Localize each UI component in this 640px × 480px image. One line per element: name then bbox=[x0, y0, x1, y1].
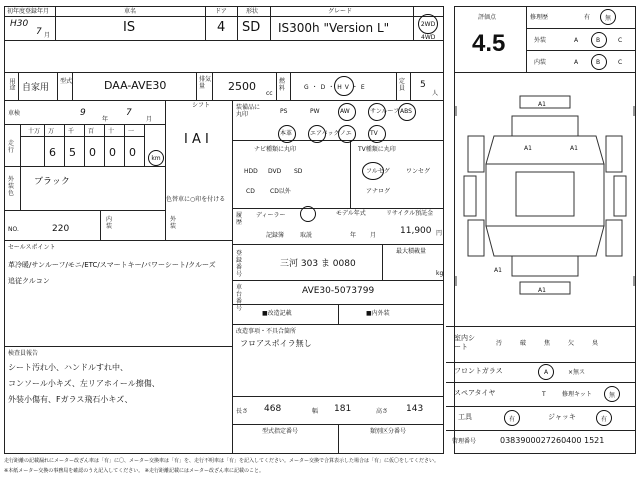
inspection-month: 7 bbox=[126, 108, 132, 118]
history-item-manual: 取説 bbox=[300, 232, 313, 239]
car-damage-diagram bbox=[454, 76, 636, 326]
footer-note-2: ※本紙メーター交換の事務局を確認のうえ記入してください。 ※走行距離記載にはメーター改ざん車に記載のこと。 bbox=[4, 468, 264, 474]
reg-year-label: 初年度登録年月 bbox=[7, 8, 50, 15]
navi-item: DVD bbox=[268, 168, 282, 175]
mod-notes-label: 改造事項・不具合箇所 bbox=[236, 328, 297, 335]
mileage-digit: 0 bbox=[109, 146, 116, 159]
grade-score-value: 4.5 bbox=[472, 30, 506, 57]
nox-value: 220 bbox=[52, 224, 70, 234]
jack-circle: 有 bbox=[596, 410, 612, 426]
interior-score-label: 内装 bbox=[534, 59, 547, 66]
fuel-options: G・D・HV・E bbox=[304, 84, 368, 91]
score-option: C bbox=[618, 37, 623, 44]
tv-item: ワンセグ bbox=[406, 168, 431, 175]
recycle-value: 11,900 bbox=[400, 226, 432, 236]
history-item-records: 記録簿 bbox=[266, 232, 285, 239]
equipment-item: サンルーフ bbox=[370, 108, 400, 115]
spare-circle: 無 bbox=[604, 386, 620, 402]
grade-value: IS300h "Version L" bbox=[278, 21, 390, 35]
mileage-divider bbox=[144, 124, 145, 166]
inspector-note-1: シート汚れ小、ハンドルすれ中、 bbox=[8, 363, 128, 372]
2wd-circle: 2WD bbox=[418, 14, 438, 34]
mileage-label: 走行 bbox=[8, 140, 15, 154]
capacity-unit: 人 bbox=[432, 90, 439, 97]
diagram-label-5: A1 bbox=[538, 287, 546, 294]
exterior-score-label: 外装 bbox=[534, 37, 547, 44]
equipment-item: 本革 bbox=[280, 130, 293, 137]
mileage-digit-label: 万 bbox=[48, 128, 55, 135]
sub-modified: ■改造記載 bbox=[262, 310, 292, 317]
management-value: 0383900027260400 1521 bbox=[500, 436, 605, 445]
usage-label: 用途 bbox=[8, 78, 15, 90]
mileage-digit: 5 bbox=[69, 146, 76, 159]
diagram-label-3: A1 bbox=[570, 145, 578, 152]
score-option: B bbox=[596, 59, 601, 66]
load-unit: kg bbox=[436, 270, 444, 277]
capacity-value: 5 bbox=[420, 80, 426, 90]
reg-year-value: H30 bbox=[10, 19, 29, 29]
diagram-label-1: A1 bbox=[538, 101, 546, 108]
car-name-label: 車名 bbox=[124, 8, 137, 15]
model-year-month: 月 bbox=[370, 232, 377, 239]
mileage-digit: 0 bbox=[89, 146, 96, 159]
mileage-divider bbox=[84, 124, 85, 166]
history-label: 履歴 bbox=[236, 212, 243, 226]
mileage-digit: 6 bbox=[49, 146, 56, 159]
selling-points-label: セールスポイント bbox=[8, 244, 56, 251]
shape-value: SD bbox=[242, 20, 261, 35]
inner-sheet-item: 汚 bbox=[496, 340, 503, 347]
spare-label: スペアタイヤ bbox=[454, 389, 496, 397]
equipment-item: エアバッグ bbox=[310, 130, 340, 137]
inner-sheet-label: 室内シート bbox=[454, 334, 475, 351]
navi-item: HDD bbox=[244, 168, 258, 175]
model-year-value: 年 bbox=[350, 232, 357, 239]
reg-month-unit: 月 bbox=[44, 32, 51, 39]
width-label: 幅 bbox=[312, 408, 319, 415]
dealer-circle bbox=[300, 206, 316, 222]
equipment-label: 装備品に丸印 bbox=[236, 104, 261, 118]
load-label: 最大積載量 bbox=[396, 248, 427, 255]
inspector-note-2: コンソール小キズ、左リアホイール擦傷、 bbox=[8, 379, 160, 388]
tv-label: TV種類に丸印 bbox=[358, 146, 396, 153]
inner-sheet-item: 焦 bbox=[544, 340, 551, 347]
category-label: 類別区分番号 bbox=[370, 428, 407, 435]
model-cert-label: 型式指定番号 bbox=[262, 428, 299, 435]
exterior-label: 外装 bbox=[170, 216, 177, 230]
mileage-digit-label: 一 bbox=[128, 128, 135, 135]
chassis-label: 車台番号 bbox=[236, 284, 243, 312]
mileage-digit-label: 千 bbox=[68, 128, 75, 135]
nox-label: NO. bbox=[8, 226, 19, 233]
equipment-item: ノエ bbox=[340, 130, 352, 137]
plate-label: 登録番号 bbox=[236, 250, 243, 278]
inspector-notes-label: 検査員報告 bbox=[8, 350, 39, 357]
model-value: DAA-AVE30 bbox=[104, 79, 167, 92]
diagram-label-2: A1 bbox=[524, 145, 532, 152]
4wd-label: 4WD bbox=[421, 34, 436, 41]
recycle-label: リサイクル預託金 bbox=[386, 210, 434, 217]
inspection-month-unit: 月 bbox=[146, 116, 153, 123]
spare-opt-1: T bbox=[542, 391, 546, 398]
tools-label: 工具 bbox=[458, 413, 472, 421]
mileage-digit: 0 bbox=[129, 146, 136, 159]
front-glass-circle: A bbox=[538, 364, 554, 380]
repair-label: 修理歴 bbox=[530, 14, 549, 21]
model-label: 型式 bbox=[60, 78, 73, 85]
length-value: 468 bbox=[264, 404, 282, 414]
mileage-divider bbox=[44, 124, 45, 166]
plate-value: 三河 303 ま 0080 bbox=[280, 259, 356, 269]
inspection-year-unit: 年 bbox=[102, 116, 109, 123]
inspection-value: 9 bbox=[80, 108, 86, 118]
reg-month-value: 7 bbox=[36, 27, 42, 37]
score-option: A bbox=[574, 37, 579, 44]
mileage-digit-label: 十万 bbox=[28, 128, 41, 135]
mileage-digit-label: 十 bbox=[108, 128, 115, 135]
mileage-divider bbox=[104, 124, 105, 166]
color-note: 色替車に○印を付ける bbox=[166, 196, 226, 203]
mileage-km-circle: km bbox=[148, 150, 164, 166]
navi-item: CD bbox=[246, 188, 255, 195]
sub-other: ■内外装 bbox=[366, 310, 390, 317]
equipment-item: PW bbox=[310, 108, 320, 115]
repair-circle: 無 bbox=[600, 9, 616, 25]
doors-value: 4 bbox=[217, 20, 226, 35]
inspection-label: 車検 bbox=[8, 110, 21, 117]
score-option: A bbox=[574, 59, 579, 66]
front-glass-opt: ×無ス bbox=[568, 369, 586, 376]
dealer-label: ディーラー bbox=[256, 212, 286, 219]
recycle-unit: 円 bbox=[436, 230, 443, 237]
equipment-item: TV bbox=[370, 130, 378, 137]
displacement-unit: cc bbox=[266, 90, 273, 97]
selling-point-1: 革冷暖/サンルーフ/モニ/ETC/スマートキー/パワーシート/クルーズ bbox=[8, 261, 216, 269]
inner-sheet-item: 欠 bbox=[568, 340, 575, 347]
navi-item: SD bbox=[294, 168, 303, 175]
fuel-hv-circle bbox=[334, 76, 354, 96]
chassis-value: AVE30-5073799 bbox=[302, 286, 375, 296]
model-year-label: モデル年式 bbox=[336, 210, 366, 217]
grade-label: グレード bbox=[328, 8, 353, 15]
spare-opt-2: 修理キット bbox=[562, 391, 592, 398]
mod-notes-value: フロアスポイラ無し bbox=[240, 339, 312, 348]
fuel-label: 燃料 bbox=[279, 78, 286, 92]
mileage-divider bbox=[20, 136, 145, 137]
car-name-value: IS bbox=[123, 20, 136, 35]
inner-sheet-item: 破 bbox=[520, 340, 527, 347]
capacity-label: 定員 bbox=[399, 78, 406, 92]
mileage-divider bbox=[124, 124, 125, 166]
displacement-value: 2500 bbox=[228, 80, 256, 93]
grade-score-label: 評価点 bbox=[478, 14, 497, 21]
score-option: C bbox=[618, 59, 623, 66]
inspector-note-3: 外装小傷有、Fガラス飛石小キズ、 bbox=[8, 395, 133, 404]
equipment-item: AW bbox=[340, 108, 350, 115]
mileage-divider bbox=[64, 124, 65, 166]
diagram-label-4: A1 bbox=[494, 267, 502, 274]
footer-note-1: 走行距離の記載漏れにメーター改ざん車は「有」に〇、メーター交換車は「有」を、走行不明車は「有」を記入してください。メーター交換で合算表示した場合は「有」に仮〇をしてください。 bbox=[4, 458, 440, 464]
height-label: 高さ bbox=[376, 408, 389, 415]
length-label: 長さ bbox=[236, 408, 249, 415]
shift-label: シフト bbox=[192, 102, 211, 109]
tv-item: フルセグ bbox=[366, 168, 390, 175]
shift-value: I A I bbox=[184, 132, 209, 147]
score-option: B bbox=[596, 37, 601, 44]
management-label: 管理番号 bbox=[452, 438, 477, 445]
shape-label: 形状 bbox=[246, 8, 259, 15]
inner-sheet-item: 臭 bbox=[592, 340, 599, 347]
doors-label: ドア bbox=[215, 8, 227, 15]
navi-label: ナビ種類に丸印 bbox=[254, 146, 297, 153]
front-glass-label: フロントガラス bbox=[454, 367, 503, 375]
jack-label: ジャッキ bbox=[548, 413, 576, 421]
navi-item: CD以外 bbox=[270, 188, 291, 195]
repair-opt-1: 有 bbox=[584, 14, 591, 21]
selling-point-2: 追従クルコン bbox=[8, 277, 50, 285]
equipment-item: PS bbox=[280, 108, 288, 115]
interior-label: 内装 bbox=[106, 216, 113, 230]
tools-circle: 有 bbox=[504, 410, 520, 426]
color-value: ブラック bbox=[34, 177, 70, 187]
tv-item: アナログ bbox=[366, 188, 391, 195]
equipment-item: ABS bbox=[400, 108, 412, 115]
height-value: 143 bbox=[406, 404, 424, 414]
color-label: 外装色 bbox=[8, 176, 15, 197]
mileage-digit-label: 百 bbox=[88, 128, 95, 135]
width-value: 181 bbox=[334, 404, 352, 414]
usage-value: 自家用 bbox=[22, 83, 50, 93]
displacement-label: 排気量 bbox=[199, 76, 212, 90]
